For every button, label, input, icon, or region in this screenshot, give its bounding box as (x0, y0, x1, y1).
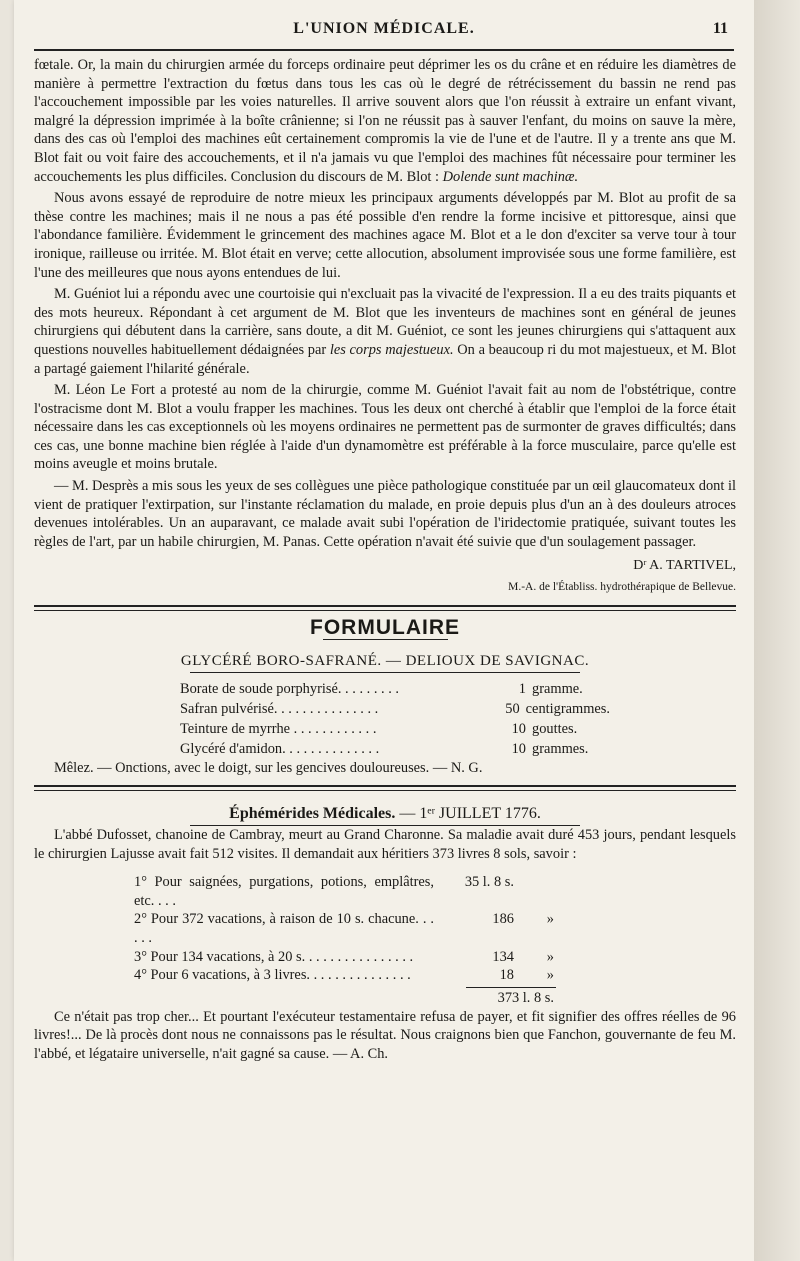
paragraph-despres: — M. Desprès a mis sous les yeux de ses collègues une pièce pathologique constituée par un œil glaucomateux dont il vient de pratiquer l'extirpation, sur l'instante réclamation du malade, en proie depuis plus d'un an à des douleurs atroces devenues intolérables. Un an auparavant, ce malade avait subi l'opération de l'iridectomie pratiquée, suivant toutes les règles de l'art, par un habile chirurgien, M. Panas. Cette opération n'avait été suivie que d'un soulagement passager. (34, 478, 736, 550)
ephemerides-closing: Ce n'était pas trop cher... Et pourtant l'exécuteur testamentaire refusa de payer, et fit signifier des offres réelles de 96 livres!... De là procès dont nous ne connaissons pas le résultat. Nous craignons bien que Fanchon, gouvernante de feu M. l'abbé, et légataire universelle, n'ait gagné sa cause. — A. Ch. (34, 1008, 736, 1062)
section-divider (34, 785, 736, 791)
fee-row: 1° Pour saignées, purgations, potions, emplâtres, etc. . . . 35 l. 8 s. (134, 874, 514, 909)
formulaire-heading: FORMULAIRE (310, 615, 460, 639)
paragraph-blot-conclusion: fœtale. Or, la main du chirurgien armée du forceps ordinaire peut déprimer les os du crâne et en réduire les diamètres de manière à permettre l'extraction du fœtus dans tous les cas où le degré de rétrécissement du bassin ne rend pas l'accouchement impossible par les voies naturelles. Il arrive souvent alors que l'on réussit à extraire un enfant vivant, malgré la dépression imprimée à la boîte crânienne; si l'on ne réussit pas à sauver l'enfant, du moins on sauve la mère, dans des cas où l'emploi des machines eût certainement compromis la vie de l'une et de l'autre. Il y a trente ans que M. Blot fait ou voit faire des accouchements, et il n'a jamais vu que l'emploi des machines fût nécessaire pour terminer les accouchements les plus difficiles. Conclusion du discours de M. Blot : Dolende sunt machinæ. (34, 57, 736, 185)
author-role: M.-A. de l'Établiss. hydrothérapique de Bellevue. (508, 581, 736, 594)
ingredient-row: Glycéré d'amidon. . . . . . . . . . . . . . 10 grammes. (180, 740, 589, 757)
page-number: 11 (712, 20, 728, 37)
ingredient-row: Safran pulvérisé. . . . . . . . . . . . . . . 50 centigrammes. (180, 700, 610, 717)
fee-total-row (134, 988, 554, 1008)
ephemerides-intro: L'abbé Dufosset, chanoine de Cambray, meurt au Grand Charonne. Sa maladie avait duré 453 jours, pendant lesquels le chirurgien Lajusse avait fait 512 visites. Il demandait aux héritiers 373 livres 8 sols, savoir : (34, 827, 736, 862)
ingredient-list (180, 679, 610, 759)
recipe-title: GLYCÉRÉ BORO-SAFRANÉ. — DELIOUX DE SAVIGNAC. (180, 653, 590, 670)
facing-page-edge (754, 0, 800, 1261)
fee-list (134, 873, 554, 1008)
section-divider (34, 605, 736, 611)
page-header (34, 18, 734, 48)
fee-row: 4° Pour 6 vacations, à 3 livres. . . . . . . . . . . . . . . 18 » (134, 967, 554, 984)
fee-row: 2° Pour 372 vacations, à raison de 10 s. chacune. . . . . . 186 » (134, 911, 554, 946)
fee-row: 3° Pour 134 vacations, à 20 s. . . . . . . . . . . . . . . . 134 » (134, 948, 554, 965)
recipe-underline (190, 672, 580, 673)
paragraph-summary: Nous avons essayé de reproduire de notre mieux les principaux arguments développés par M. Blot au profit de sa thèse contre les machines; mais il ne nous a pas été possible d'en rendre la forme incisive et pittoresque, ainsi que l'abondance familière. Évidemment le grincement des machines agace M. Blot et a le don d'exciter sa verve tour à tour ironique, railleuse ou irritée. M. Blot était en verve; cette allocution, absolument improvisée sous une forme familière, est l'une des meilleures que nous ayons entendues de lui. (34, 190, 736, 281)
running-title: L'UNION MÉDICALE. (293, 20, 475, 37)
recipe-instructions: Mêlez. — Onctions, avec le doigt, sur les gencives douloureuses. — N. G. (54, 759, 483, 776)
paragraph-gueniot: M. Guéniot lui a répondu avec une courtoisie qui n'excluait pas la vivacité de l'expression. Il a eu des traits piquants et des mots heureux. Répondant à cet argument de M. Blot que les inventeurs de machines sont en général de jeunes chirurgiens qui débutent dans la carrière, sans doute, a dit M. Guéniot, ce sont les jeunes chirurgiens qui s'attaquent aux questions nouvelles habituellement dédaignées par les corps majestueux. On a beaucoup ri du mot majestueux, et M. Blot a partagé gaiement l'hilarité générale. (34, 286, 736, 377)
fee-total: 373 l. 8 s. (497, 989, 554, 1006)
ingredient-row: Teinture de myrrhe . . . . . . . . . . . . 10 gouttes. (180, 720, 578, 737)
article-body (34, 56, 736, 1064)
paragraph-le-fort: M. Léon Le Fort a protesté au nom de la chirurgie, comme M. Guéniot l'avait fait au nom de l'obstétrique, contre l'ostracisme dont M. Blot a voulu frapper les machines. Tous les deux ont cherché à établir que l'emploi de la force était nécessaire dans les cas exceptionnels où les moyens ordinaires ne permettent pas de surmonter de graves difficultés; dans ces cas, une bonne machine bien réglée à l'aide d'un dynamomètre est préférable à la force musculaire, parce qu'elle est moins aveugle et moins brutale. (34, 382, 736, 473)
header-rule (34, 49, 734, 51)
author-signature: Dʳ A. TARTIVEL, (633, 558, 736, 574)
journal-page (14, 0, 754, 1261)
ephemerides-heading: Éphémérides Médicales. — 1ᵉʳ JUILLET 1776. (229, 805, 541, 823)
formulaire-underline (323, 639, 448, 640)
ingredient-row: Borate de soude porphyrisé. . . . . . . . . 1 gramme. (180, 680, 583, 697)
